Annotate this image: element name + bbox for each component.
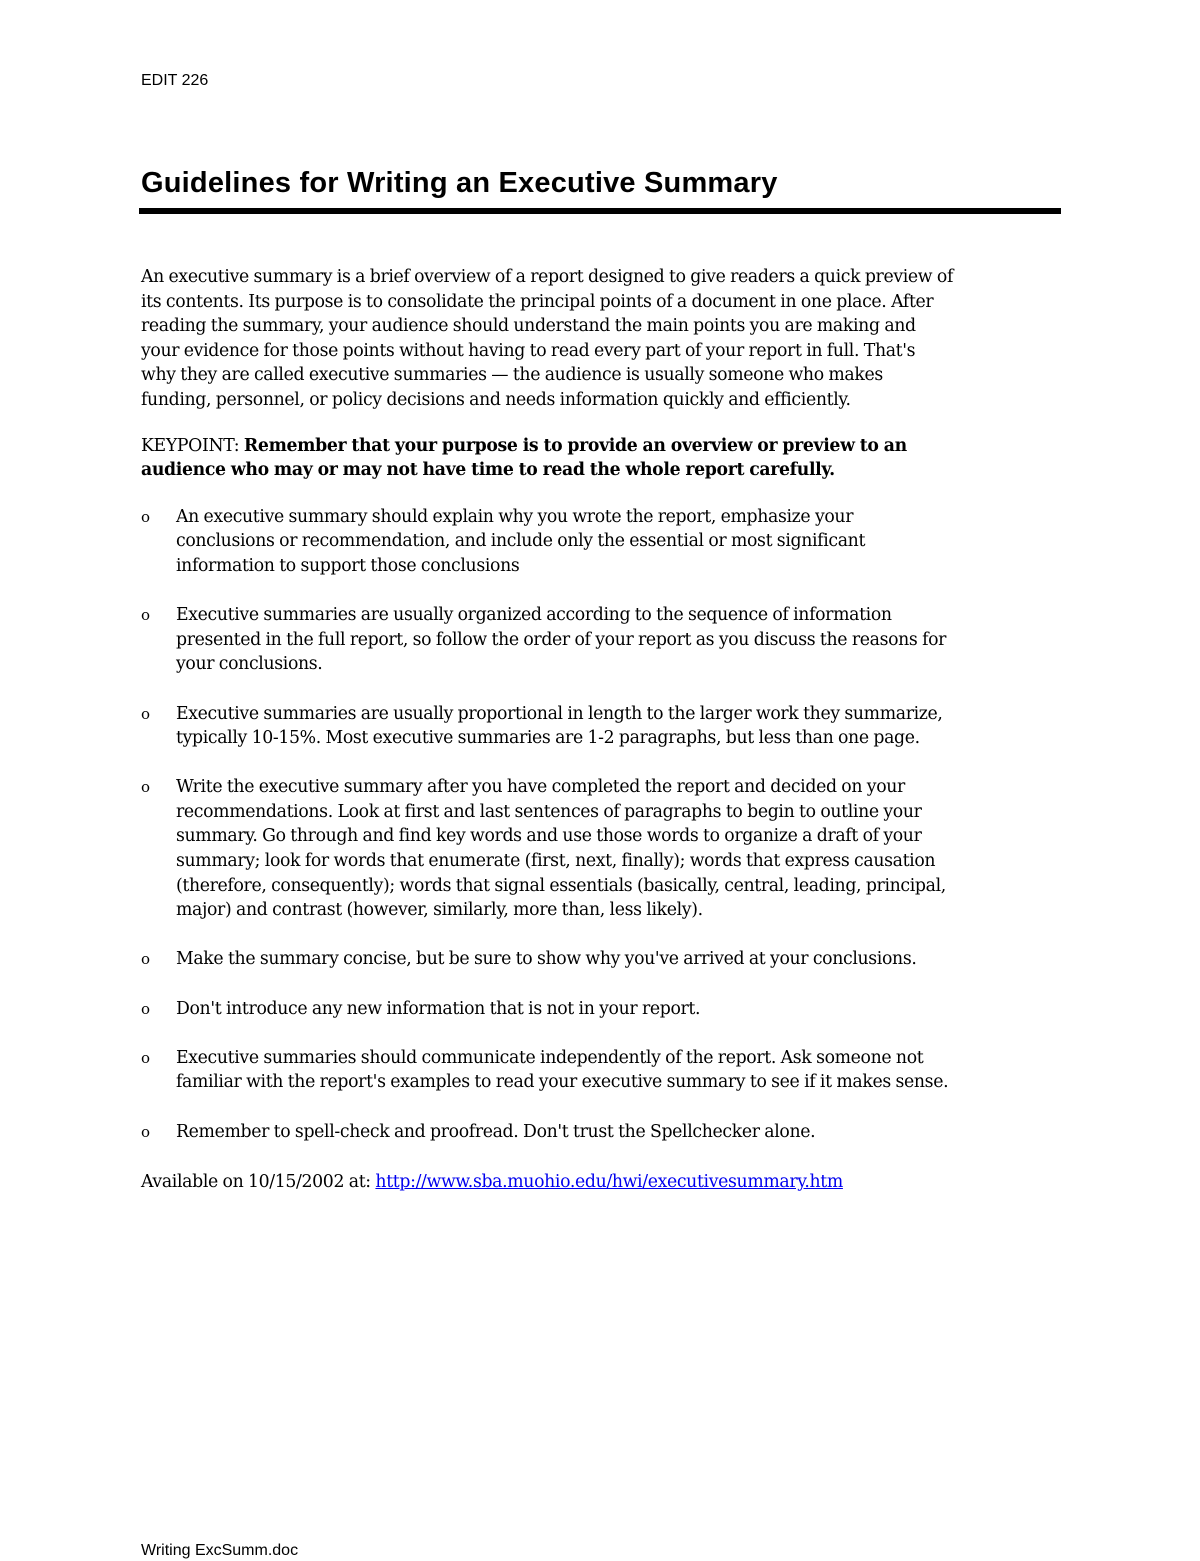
- bullet-marker: o: [141, 950, 150, 969]
- list-item-line: major) and contrast (however, similarly, more than, less likely).: [176, 900, 703, 921]
- keypoint-label: KEYPOINT:: [141, 435, 240, 456]
- availability-note: [141, 1170, 1071, 1195]
- intro-line: funding, personnel, or policy decisions and needs information quickly and efficiently.: [141, 389, 851, 410]
- guideline-list: [141, 505, 1071, 1144]
- course-label: EDIT 226: [141, 72, 209, 89]
- list-item-line: Make the summary concise, but be sure to show why you've arrived at your conclusions.: [176, 949, 917, 970]
- list-item: [141, 505, 1056, 579]
- list-item-line: Executive summaries should communicate independently of the report. Ask someone not: [176, 1047, 924, 1068]
- list-item-line: recommendations. Look at first and last sentences of paragraphs to begin to outline your: [176, 801, 922, 822]
- intro-line: your evidence for those points without having to read every part of your report in full. That's: [141, 340, 916, 361]
- bullet-marker: o: [141, 704, 150, 723]
- list-item-line: An executive summary should explain why you wrote the report, emphasize your: [176, 506, 854, 527]
- bullet-marker: o: [141, 606, 150, 625]
- list-item: [141, 775, 1056, 923]
- list-item-line: your conclusions.: [176, 654, 323, 675]
- list-item: [141, 1120, 1056, 1145]
- list-item-line: summary; look for words that enumerate (first, next, finally); words that express causation: [176, 851, 936, 872]
- bullet-marker: o: [141, 1122, 150, 1141]
- list-item: [141, 603, 1056, 677]
- list-item-line: typically 10-15%. Most executive summaries are 1-2 paragraphs, but less than one page.: [176, 728, 920, 749]
- list-item: [141, 947, 1056, 972]
- intro-line: why they are called executive summaries — the audience is usually someone who makes: [141, 365, 883, 386]
- list-item: [141, 1046, 1056, 1095]
- keypoint-line: Remember that your purpose is to provide an overview or preview to an: [243, 435, 907, 456]
- bullet-marker: o: [141, 778, 150, 797]
- list-item-line: (therefore, consequently); words that signal essentials (basically, central, leading, principal,: [176, 875, 946, 896]
- bullet-marker: o: [141, 507, 150, 526]
- document-title: Guidelines for Writing an Executive Summary: [141, 167, 778, 199]
- bullet-marker: o: [141, 1048, 150, 1067]
- document-body: [141, 265, 1071, 1195]
- intro-line: An executive summary is a brief overview of a report designed to give readers a quick preview of: [141, 267, 953, 287]
- list-item-line: summary. Go through and find key words and use those words to organize a draft of your: [176, 826, 922, 847]
- list-item-line: Executive summaries are usually proportional in length to the larger work they summarize,: [176, 703, 943, 724]
- title-rule: [139, 208, 1061, 214]
- list-item-line: information to support those conclusions: [176, 555, 520, 576]
- source-link[interactable]: http://www.sba.muohio.edu/hwi/executivesummary.htm: [375, 1172, 843, 1193]
- list-item: [141, 702, 1056, 751]
- footer-filename: Writing ExcSumm.doc: [141, 1542, 299, 1559]
- keypoint-line: audience who may or may not have time to read the whole report carefully.: [141, 460, 835, 481]
- list-item-line: Executive summaries are usually organized according to the sequence of information: [176, 605, 892, 626]
- list-item-line: familiar with the report's examples to read your executive summary to see if it makes sense.: [176, 1072, 949, 1093]
- list-item: [141, 997, 1056, 1022]
- bullet-marker: o: [141, 999, 150, 1018]
- keypoint-paragraph: [141, 434, 1071, 483]
- list-item-line: Don't introduce any new information that is not in your report.: [176, 998, 701, 1019]
- list-item-line: Remember to spell-check and proofread. Don't trust the Spellchecker alone.: [176, 1121, 816, 1142]
- intro-line: its contents. Its purpose is to consolidate the principal points of a document in one place. After: [141, 291, 934, 312]
- list-item-line: Write the executive summary after you have completed the report and decided on your: [176, 777, 905, 798]
- intro-paragraph: [141, 265, 1071, 413]
- intro-line: reading the summary, your audience should understand the main points you are making and: [141, 316, 916, 337]
- list-item-line: presented in the full report, so follow the order of your report as you discuss the reasons for: [176, 629, 947, 650]
- list-item-line: conclusions or recommendation, and include only the essential or most significant: [176, 531, 866, 552]
- availability-text: Available on 10/15/2002 at:: [141, 1172, 371, 1193]
